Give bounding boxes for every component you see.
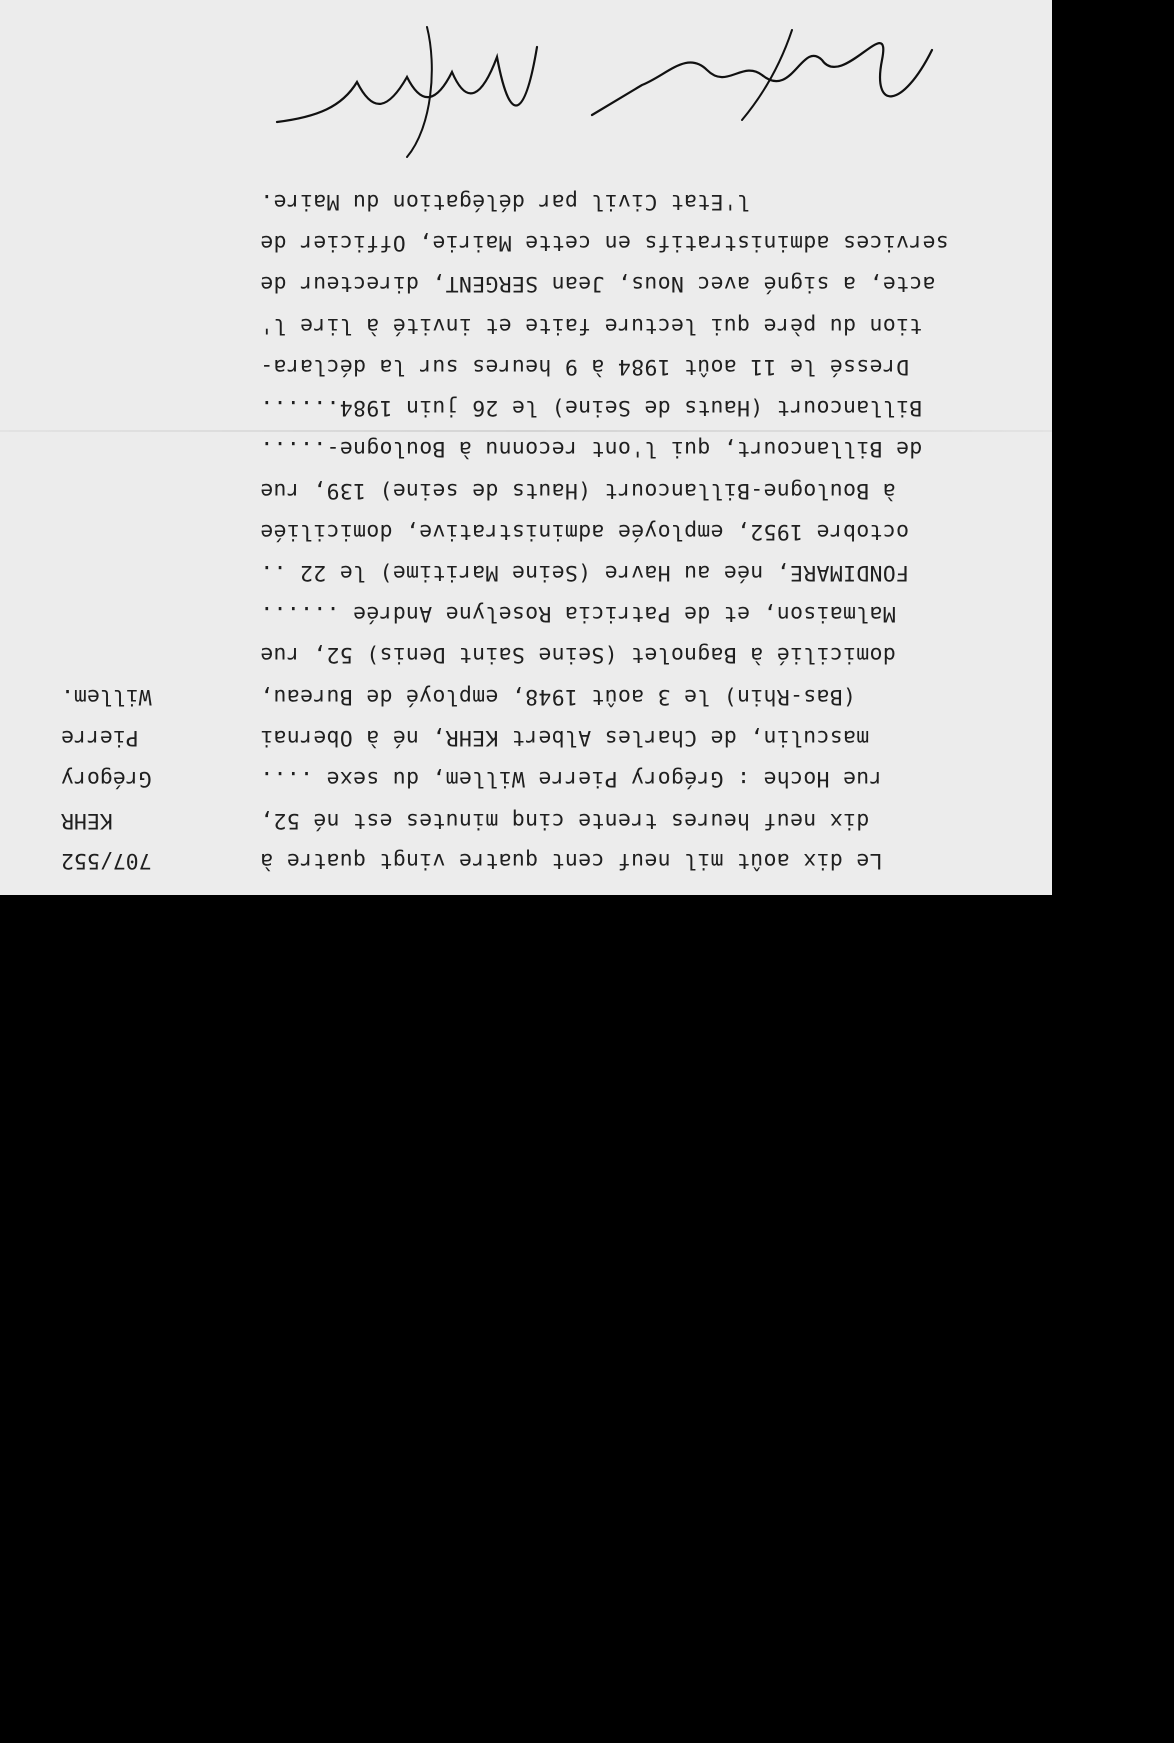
act-line: masculin, de Charles Albert KEHR, né à Obernai: [260, 725, 870, 750]
act-line: l'Etat Civil par délégation du Maire.: [260, 189, 751, 214]
act-line: Le dix août mil neuf cent quatre vingt quatre à: [260, 848, 883, 873]
margin-given-name: Grégory: [61, 766, 152, 791]
act-line: services administratifs en cette Mairie, Officier de: [260, 230, 949, 255]
act-line: Malmaison, et de Patricia Roselyne Andrée ......: [260, 601, 896, 626]
act-line: à Boulogne-Billancourt (Hauts de seine) 139, rue: [260, 478, 896, 503]
margin-surname: KEHR: [61, 808, 113, 833]
act-line: de Billancourt, qui l'ont reconnu à Boulogne-.....: [260, 436, 923, 461]
act-line: octobre 1952, employée administrative, domiciliée: [260, 519, 909, 544]
act-line: acte, a signé avec Nous, Jean SERGENT, directeur de: [260, 271, 936, 296]
act-line: domicilié à Bagnolet (Seine Saint Denis) 52, rue: [260, 642, 896, 667]
act-line: FONDIMARE, née au Havre (Seine Maritime) le 22 ..: [260, 560, 909, 585]
act-line: Billancourt (Hauts de Seine) le 26 juin 1984......: [260, 395, 923, 420]
record-number: 707/552: [61, 848, 152, 873]
act-line: dix neuf heures trente cinq minutes est né 52,: [260, 808, 870, 833]
document-page: [0, 0, 1052, 895]
rotated-content: [0, 0, 1052, 895]
act-line: rue Hoche : Grégory Pierre Willem, du sexe ....: [260, 766, 883, 791]
act-line: Dressé le 11 août 1984 à 9 heures sur la déclara-: [260, 354, 909, 379]
act-line: tion du père qui lecture faite et invité à lire l': [260, 313, 923, 338]
margin-third-name: Willem.: [61, 684, 152, 709]
signature-left: [582, 20, 942, 130]
margin-second-name: Pierre: [61, 725, 139, 750]
signature-right: [267, 17, 557, 167]
act-line: (Bas-Rhin) le 3 août 1948, employé de Bureau,: [260, 684, 856, 709]
